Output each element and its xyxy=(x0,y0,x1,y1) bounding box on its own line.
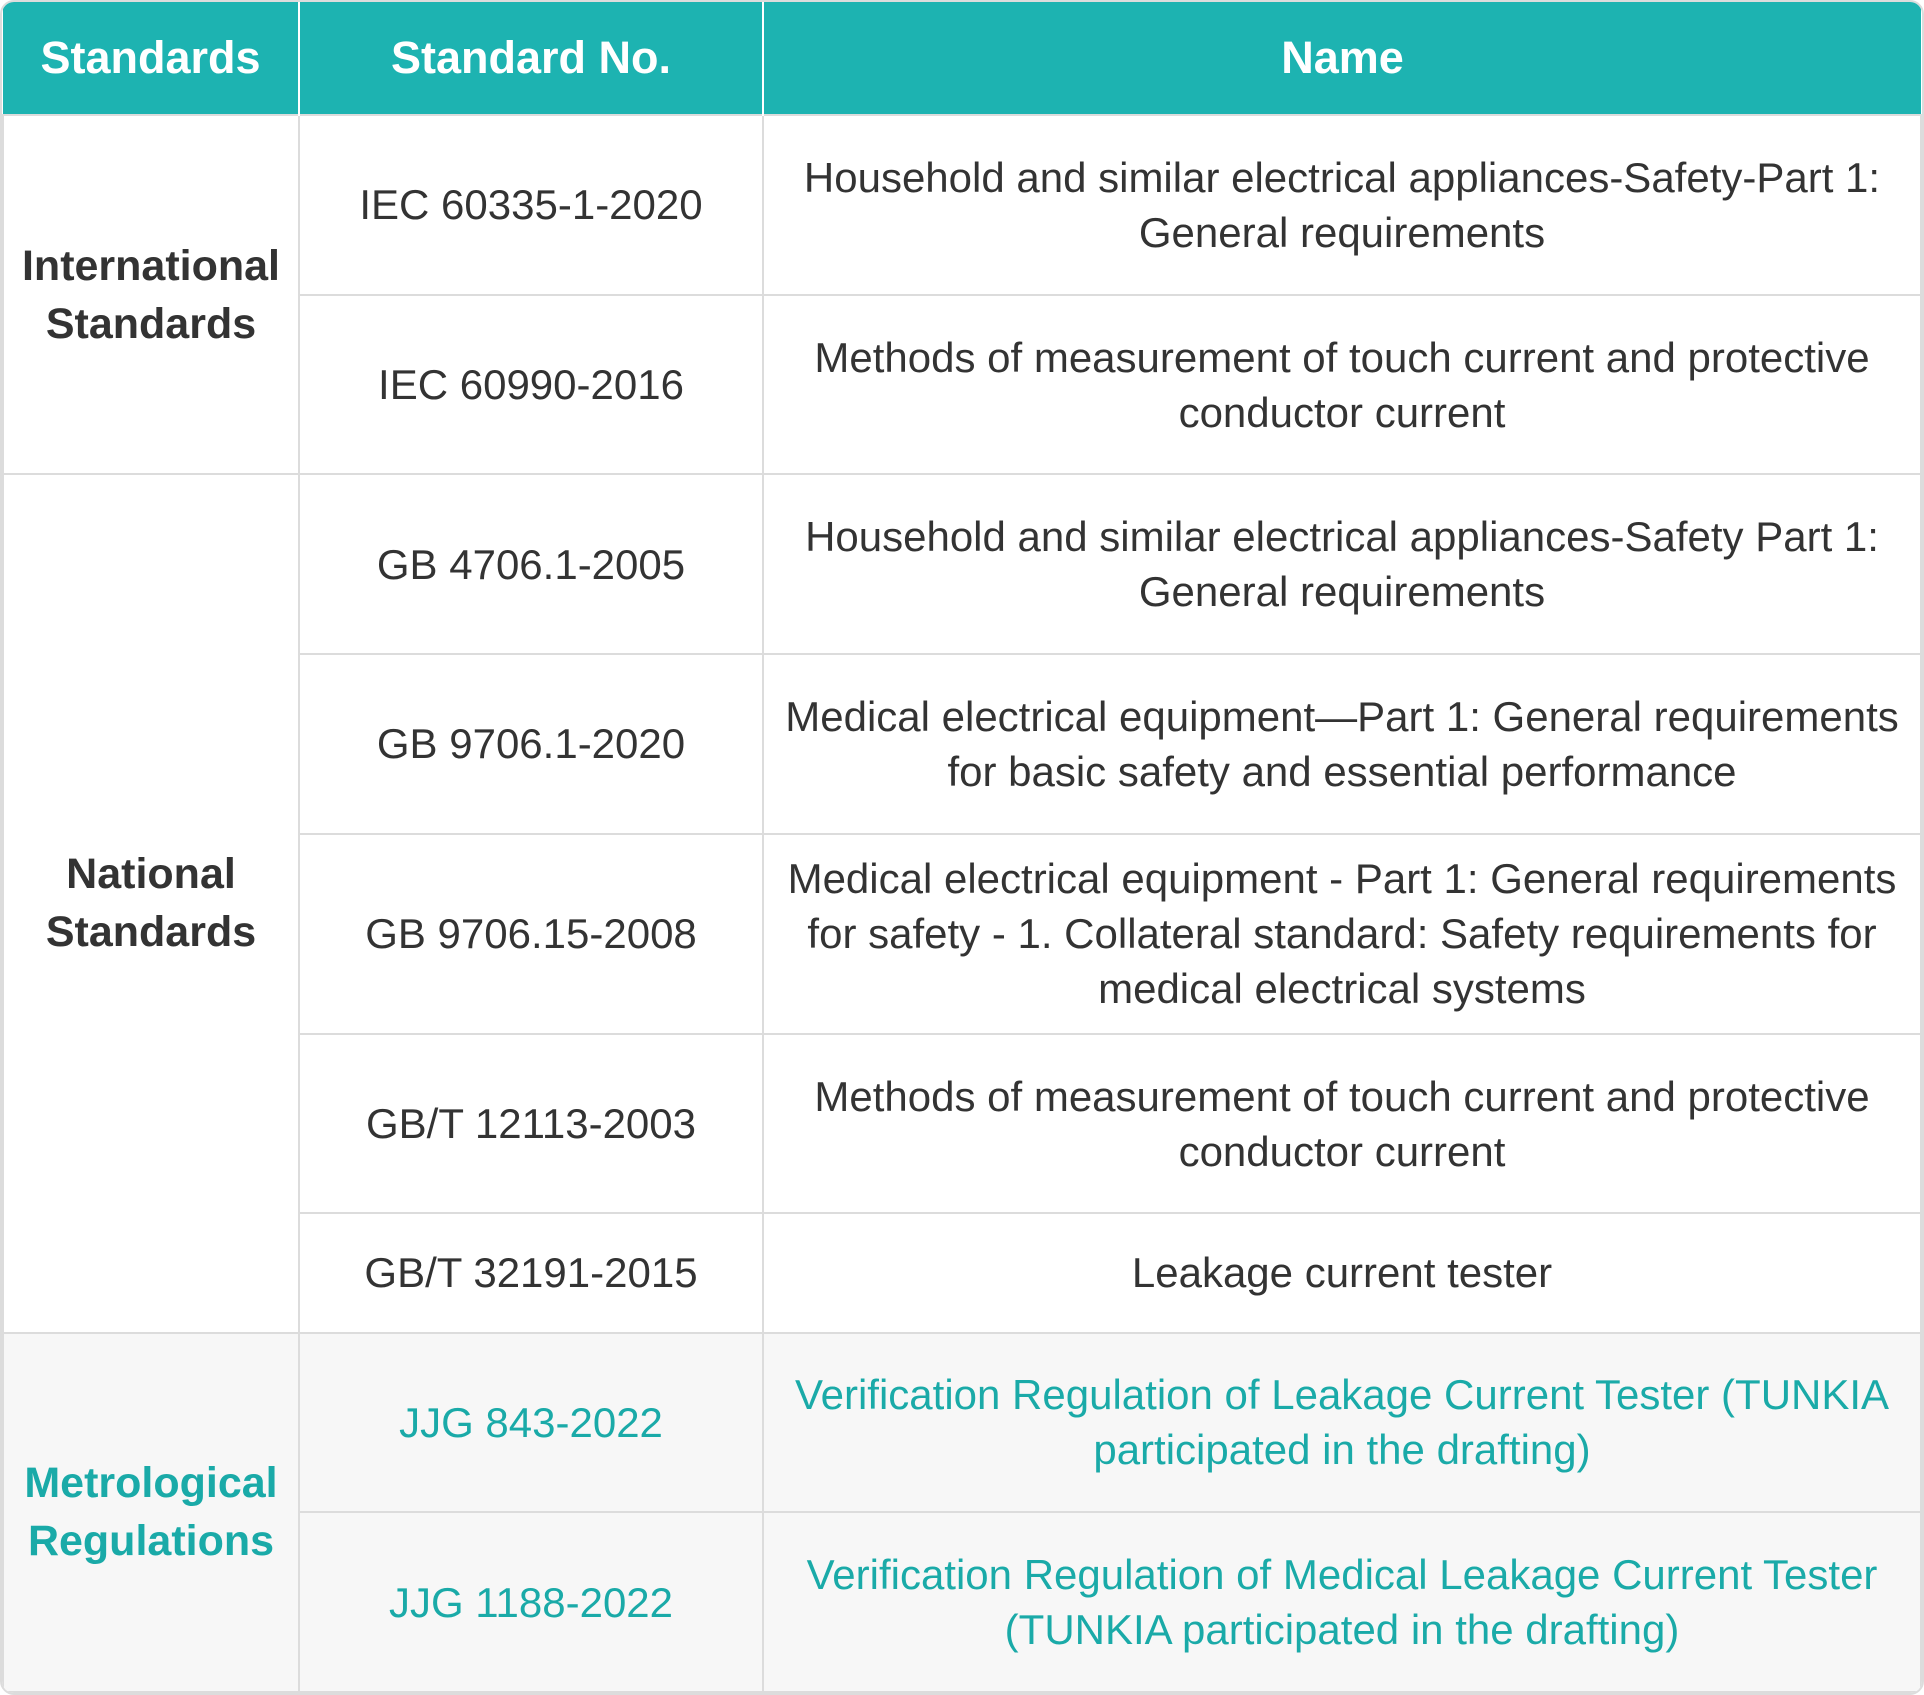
table-row xyxy=(3,1333,1921,1513)
standard-number: JJG 1188-2022 xyxy=(299,1512,763,1692)
standard-name: Methods of measurement of touch current and protective conductor current xyxy=(763,1034,1921,1214)
standard-name: Medical electrical equipment—Part 1: General requirements for basic safety and essential performance xyxy=(763,654,1921,834)
header-name: Name xyxy=(763,2,1921,115)
standard-number: GB 9706.1-2020 xyxy=(299,654,763,834)
table-header-row xyxy=(3,2,1921,115)
standard-name: Household and similar electrical appliances-Safety-Part 1: General requirements xyxy=(763,115,1921,295)
standard-number: JJG 843-2022 xyxy=(299,1333,763,1513)
standard-name: Verification Regulation of Medical Leakage Current Tester (TUNKIA participated in the drafting) xyxy=(763,1512,1921,1692)
group-national: National Standards xyxy=(3,474,299,1332)
standard-name: Methods of measurement of touch current and protective conductor current xyxy=(763,295,1921,475)
standard-name: Verification Regulation of Leakage Current Tester (TUNKIA participated in the drafting) xyxy=(763,1333,1921,1513)
group-metrological: Metrological Regulations xyxy=(3,1333,299,1692)
header-standard-no: Standard No. xyxy=(299,2,763,115)
standard-number: GB/T 32191-2015 xyxy=(299,1213,763,1332)
standard-number: IEC 60335-1-2020 xyxy=(299,115,763,295)
standard-number: GB 9706.15-2008 xyxy=(299,834,763,1034)
standard-name: Medical electrical equipment - Part 1: General requirements for safety - 1. Collateral standard: Safety requirements for medical electrical systems xyxy=(763,834,1921,1034)
table-row xyxy=(3,115,1921,295)
group-international: International Standards xyxy=(3,115,299,474)
standard-number: GB 4706.1-2005 xyxy=(299,474,763,654)
table-row xyxy=(3,474,1921,654)
standard-name: Household and similar electrical appliances-Safety Part 1: General requirements xyxy=(763,474,1921,654)
header-standards: Standards xyxy=(3,2,299,115)
standard-number: GB/T 12113-2003 xyxy=(299,1034,763,1214)
standards-table xyxy=(2,2,1922,1693)
standard-number: IEC 60990-2016 xyxy=(299,295,763,475)
standard-name: Leakage current tester xyxy=(763,1213,1921,1332)
